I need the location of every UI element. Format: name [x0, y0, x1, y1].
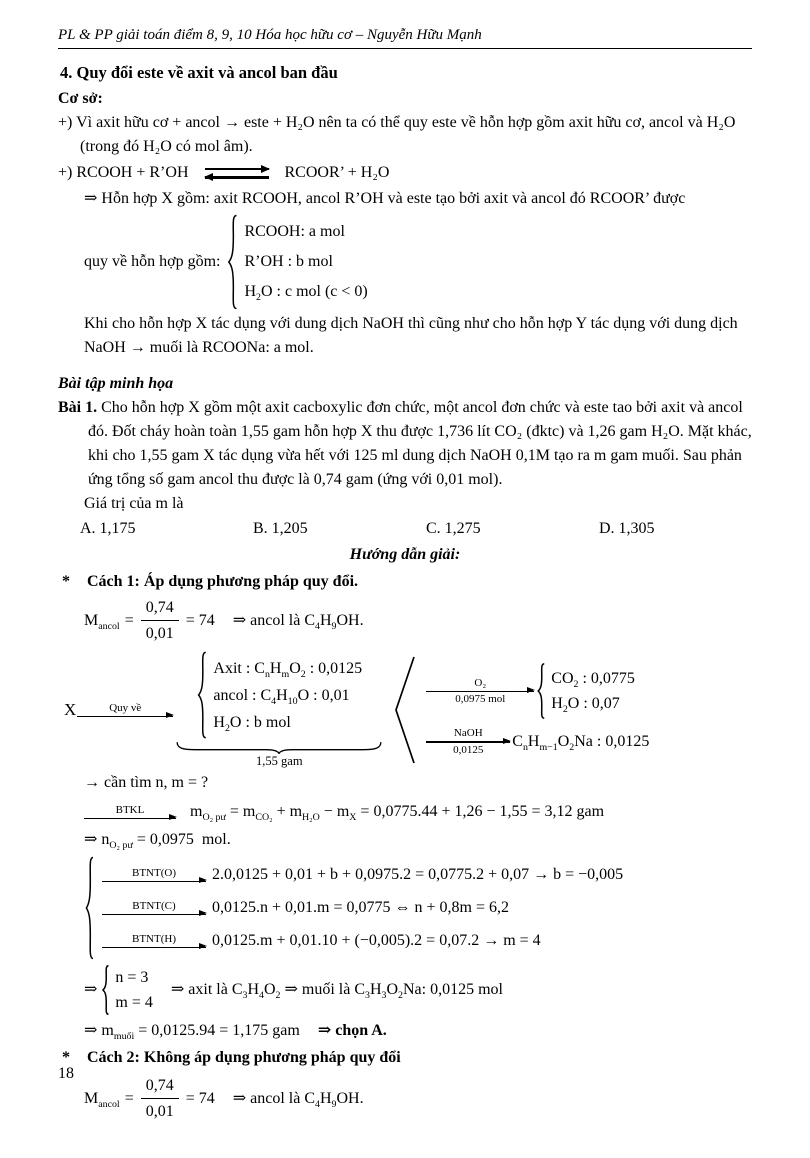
mixture-item-alcohol: R’OH : b mol — [244, 253, 333, 270]
diagram-branches — [426, 663, 649, 756]
problem-1 — [58, 396, 752, 492]
o2-arrow-bottom-label: 0,0975 mol — [455, 692, 506, 705]
mixture-label: quy về hỗn hợp gồm: — [84, 253, 221, 270]
btkl-arrow — [84, 804, 176, 820]
star-marker: * — [62, 1049, 70, 1066]
fraction — [141, 596, 179, 645]
mixture-alcohol-line: ancol : $C_4H_{10}O$ : 0,01 — [213, 686, 350, 707]
naoh-note: Khi cho hỗn hợp X tác dụng với dung dịch NaOH thì cũng như cho hỗn hợp Y tác dụng với dung dịch NaOH → muối là RCOONa: a mol. — [84, 315, 738, 356]
total-mass-label: 1,55 gam — [256, 754, 303, 768]
combustion-products — [547, 666, 635, 716]
method-1-title: Cách 1: Áp dụng phương pháp quy đổi. — [87, 573, 359, 590]
diagram-x: X — [64, 700, 77, 719]
equals-sign: = — [124, 1089, 134, 1107]
mancol-formula-1 — [58, 596, 752, 645]
btkl-line — [58, 800, 752, 824]
btnt-row-c — [102, 896, 623, 920]
co2-line: $CO_2$ : 0,0775 — [551, 670, 635, 691]
btnt-system — [84, 856, 752, 960]
mancol-formula-2 — [58, 1074, 752, 1123]
underbrace-icon — [174, 741, 384, 754]
mancol-conclusion: ⇒ ancol là $C_4H_9OH$. — [232, 611, 364, 632]
mixture-acid-line: Axit : $C_nH_mO_2$ : 0,0125 — [213, 659, 363, 680]
method-1-heading — [62, 570, 752, 594]
answer-option-b: B. 1,205 — [253, 520, 308, 537]
method-2-heading — [62, 1046, 752, 1070]
btnt-h-label: BTNT(H) — [132, 932, 176, 945]
left-brace-icon — [101, 965, 111, 1015]
fraction-numerator: 0,74 — [141, 1074, 179, 1099]
acid-salt-conclusion: ⇒ axit là $C_3H_4O_2$ ⇒ muối là $C_3H_3O_2Na$: 0,0125 mol — [170, 981, 503, 1002]
page-number: 18 — [58, 1065, 74, 1082]
o2-arrow-top-label: O₂ — [474, 676, 487, 689]
esterification-equation — [58, 159, 752, 187]
mixture-item-acid: RCOOH: a mol — [244, 223, 345, 240]
problem-1-text: Cho hỗn hợp X gồm một axit cacboxylic đơn chức, một ancol đơn chức và este tao bởi axit và ancol đó. Đốt cháy hoàn toàn 1,55 gam hỗn hợp X thu được 1,736 lít CO₂ (đktc) và 1,26 gam H₂O. Mặt khác, khi cho 1,55 gam X tác dụng vừa hết với 125 ml dung dịch NaOH 0,1M tạo ra m gam muối. Sau phản ứng tổng số gam ancol thu được là 0,74 gam (ứng với 0,01 mol). — [88, 399, 752, 488]
n-value: n = 3 — [115, 969, 149, 986]
salt-product-line: $C_nH_{m-1}O_2Na$ : 0,0125 — [512, 732, 650, 754]
choose-answer: ⇒ chọn A. — [317, 1022, 387, 1039]
mixture-intro: ⇒ Hỗn hợp X gồm: axit RCOOH, ancol R’OH và este tạo bởi axit và ancol đó RCOOR’ được — [84, 190, 686, 207]
answer-option-c: C. 1,275 — [426, 520, 481, 537]
m-value: m = 4 — [115, 994, 153, 1011]
mixture-brace-group — [58, 214, 752, 310]
btnt-o-arrow — [102, 867, 206, 883]
mancol-subscript: ancol — [98, 1098, 120, 1110]
mancol-symbol: M — [84, 611, 99, 629]
question-line: Giá trị của m là — [84, 495, 184, 512]
quantified-mixture-group — [174, 651, 384, 769]
basis-point-este: +) Vì axit hữu cơ + ancol → este + H₂O nên ta có thể quy este về hỗn hợp gồm axit hữu cơ, ancol và H₂O (trong đó H₂O có mol âm). — [58, 114, 736, 155]
solution-heading: Hướng dẫn giải: — [349, 546, 461, 563]
fraction-result: = 74 — [185, 1089, 215, 1107]
quy-doi-diagram — [64, 651, 752, 769]
running-header-title: PL & PP giải toán điểm 8, 9, 10 Hóa học hữu cơ – Nguyễn Hữu Mạnh — [58, 27, 482, 43]
equals-sign: = — [124, 611, 134, 629]
mancol-conclusion: ⇒ ancol là $C_4H_9OH$. — [232, 1089, 364, 1110]
btkl-arrow-label: BTKL — [115, 803, 145, 816]
equation-right: RCOOR’ + H₂O — [284, 164, 390, 181]
fraction-denominator: 0,01 — [145, 625, 174, 642]
answer-row — [58, 517, 752, 541]
mancol-subscript: ancol — [98, 620, 120, 632]
method-2-title: Cách 2: Không áp dụng phương pháp quy đổi — [87, 1049, 401, 1066]
combustion-branch — [426, 663, 649, 719]
quy-ve-arrow — [77, 702, 173, 718]
btnt-c-arrow — [102, 900, 206, 916]
naoh-branch — [426, 727, 649, 756]
btnt-row-h — [102, 929, 623, 953]
running-header — [58, 26, 752, 49]
equilibrium-arrow-icon — [205, 167, 269, 180]
o2-arrow — [426, 677, 534, 706]
naoh-arrow — [426, 727, 510, 756]
fraction — [141, 1074, 179, 1123]
examples-heading: Bài tập minh họa — [58, 375, 174, 392]
btnt-c-formula: 0,0125.n + 0,01.m = 0,0775 ⇔ n + 0,8m = 6,2 — [212, 899, 509, 916]
star-marker: * — [62, 573, 70, 590]
naoh-arrow-top-label: NaOH — [453, 727, 483, 740]
mancol-symbol: M — [84, 1089, 99, 1107]
mixture-item-water: $H_2O$ : c mol (c < 0) — [244, 283, 368, 304]
no2-line — [58, 828, 752, 852]
basis-label: Cơ sở: — [58, 90, 103, 107]
nm-values — [111, 965, 152, 1015]
naoh-arrow-bottom-label: 0,0125 — [453, 743, 484, 756]
fraction-numerator: 0,74 — [141, 596, 179, 621]
equation-left: +) RCOOH + R’OH — [58, 164, 189, 181]
answer-option-d: D. 1,305 — [599, 520, 655, 537]
section-heading: 4. Quy đổi este về axit và ancol ban đầu — [60, 63, 338, 82]
btnt-h-arrow — [102, 933, 206, 949]
find-note: → cần tìm n, m = ? — [84, 774, 209, 791]
left-brace-icon — [196, 651, 209, 739]
mixture-list — [240, 217, 367, 307]
implies-sign: ⇒ — [84, 981, 98, 998]
answer-option-a: A. 1,175 — [80, 520, 136, 537]
left-brace-icon — [226, 214, 240, 310]
left-brace-icon — [84, 856, 96, 960]
btnt-h-formula: 0,0125.m + 0,01.10 + (−0,005).2 = 0,07.2 → m = 4 — [212, 932, 541, 949]
quantified-mixture-list — [209, 655, 362, 736]
fraction-denominator: 0,01 — [145, 1103, 174, 1120]
salt-mass-formula: ⇒ $m_{muối} = 0,0125.94 = 1,175$ gam — [84, 1022, 300, 1043]
btnt-o-formula: 2.0,0125 + 0,01 + b + 0,0975.2 = 0,0775.2 + 0,07 → b = −0,005 — [212, 866, 624, 883]
btnt-c-label: BTNT(C) — [132, 899, 176, 912]
h2o-line: $H_2O$ : 0,07 — [551, 695, 620, 716]
mixture-water-line: $H_2O$ : b mol — [213, 713, 291, 734]
btnt-row-o — [102, 863, 623, 887]
fraction-result: = 74 — [185, 611, 215, 629]
salt-mass-line — [58, 1019, 752, 1043]
left-brace-icon — [536, 663, 547, 719]
btkl-formula: $m_{O_2 pư} = m_{CO_2} + m_{H_2O} - m_X = 0,0775.44 + 1,26 - 1,55 = 3,12$ gam — [190, 803, 605, 824]
angle-bracket-icon — [392, 655, 416, 765]
quy-ve-arrow-label: Quy về — [109, 701, 142, 714]
nm-conclusion — [58, 965, 752, 1015]
no2-formula: ⇒ $n_{O_2 pư} = 0,0975$ mol. — [84, 831, 231, 852]
btnt-o-label: BTNT(O) — [132, 866, 176, 879]
problem-1-label: Bài 1. — [58, 399, 98, 416]
